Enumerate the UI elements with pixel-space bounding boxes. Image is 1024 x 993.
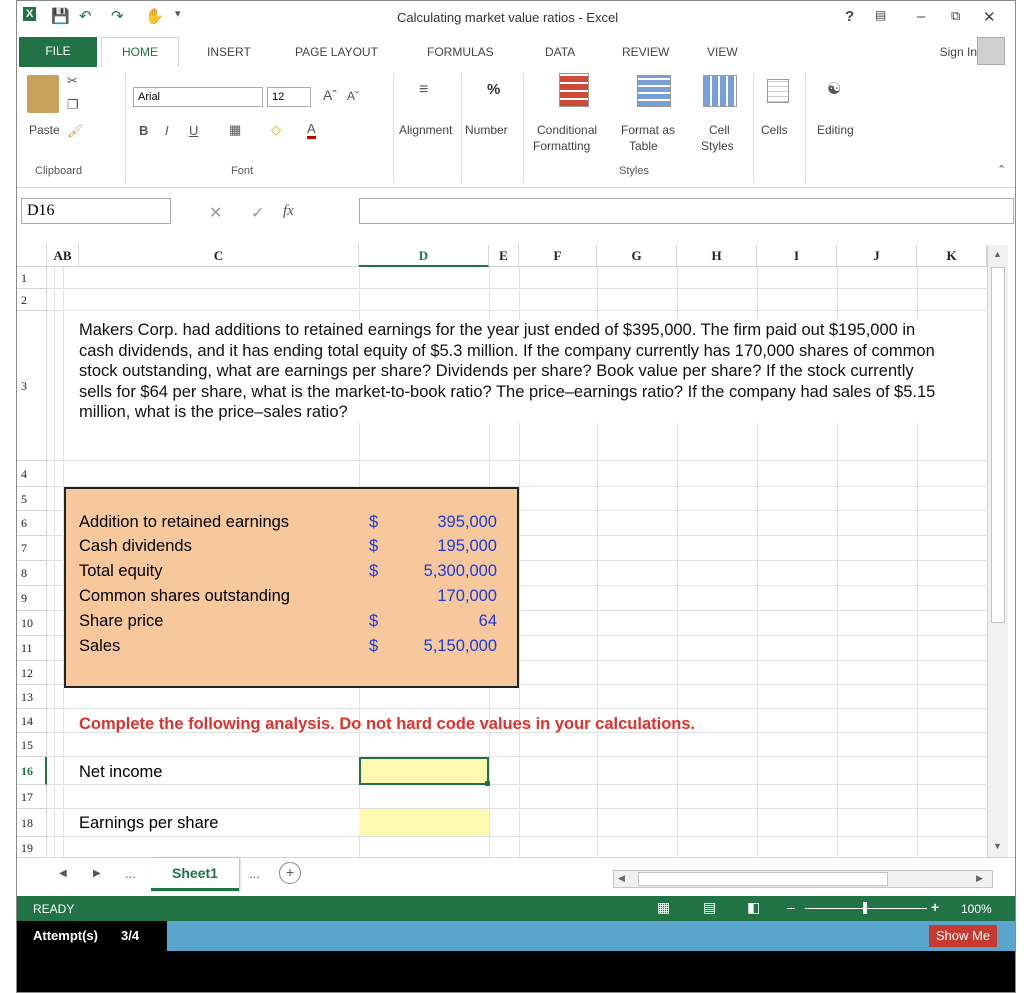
data-currency: $	[369, 612, 379, 630]
row-header[interactable]: 4	[17, 461, 47, 487]
group-styles-label: Styles	[619, 165, 649, 177]
cancel-entry-icon[interactable]: ✕	[209, 205, 223, 222]
underline-button[interactable]: U	[189, 123, 199, 138]
attempt-bar	[17, 921, 1016, 951]
cell-styles-label-2[interactable]: Styles	[701, 139, 734, 153]
column-header-h[interactable]: H	[677, 245, 757, 267]
data-value: 5,150,000	[423, 637, 497, 655]
attempt-count: 3/4	[121, 928, 140, 943]
row-header[interactable]: 1	[17, 267, 47, 289]
group-font-label: Font	[231, 165, 254, 177]
ribbon-tabs	[17, 35, 1016, 68]
scroll-left-icon[interactable]: ◀	[618, 873, 625, 883]
select-all-corner[interactable]	[17, 245, 47, 267]
excel-window	[16, 0, 1016, 993]
font-size-box[interactable]: 12	[267, 87, 311, 107]
formula-input[interactable]	[359, 198, 1014, 224]
conditional-formatting-label-2[interactable]: Formatting	[533, 139, 591, 153]
data-currency: $	[369, 513, 379, 531]
sheet-tab-bar	[17, 857, 1016, 896]
new-sheet-button[interactable]: +	[279, 862, 301, 884]
horizontal-scrollbar[interactable]	[613, 870, 993, 888]
cells-button[interactable]: Cells	[761, 123, 788, 137]
row-header[interactable]: 10	[17, 611, 47, 636]
horizontal-scroll-thumb[interactable]	[638, 872, 888, 886]
instruction-text: Complete the following analysis. Do not hard code values in your calculations.	[79, 715, 696, 733]
number-button[interactable]: Number	[465, 123, 508, 137]
cell-styles-icon[interactable]	[703, 75, 737, 107]
worksheet-grid	[17, 245, 987, 857]
increase-font-icon[interactable]: Aˆ	[323, 87, 337, 103]
alignment-icon[interactable]: ≡	[419, 81, 429, 98]
editing-button[interactable]: Editing	[817, 123, 854, 137]
tab-review[interactable]: REVIEW	[622, 45, 670, 59]
decrease-font-icon[interactable]: Aˇ	[347, 89, 359, 103]
data-label: Total equity	[79, 562, 163, 580]
net-income-label: Net income	[79, 763, 163, 781]
data-value: 395,000	[437, 513, 497, 531]
zoom-level[interactable]: 100%	[961, 902, 992, 916]
data-value: 195,000	[437, 537, 497, 555]
column-header-ab[interactable]: AB	[47, 245, 79, 267]
row-header[interactable]: 19	[17, 837, 47, 857]
insert-function-icon[interactable]: fx	[283, 203, 294, 219]
ready-status: READY	[33, 902, 75, 916]
sign-in-link[interactable]: Sign In	[939, 45, 977, 59]
touch-mode-icon[interactable]: ✋	[145, 8, 164, 25]
column-header-c[interactable]: C	[79, 245, 359, 267]
vertical-scrollbar[interactable]	[987, 245, 1008, 857]
close-icon[interactable]: ✕	[983, 9, 996, 26]
fill-handle[interactable]	[485, 781, 490, 786]
sheet-ellipsis-right[interactable]: ...	[249, 866, 260, 881]
net-income-input-cell[interactable]	[359, 757, 489, 785]
undo-icon[interactable]: ↶	[79, 8, 92, 25]
eps-label: Earnings per share	[79, 814, 219, 832]
row-header[interactable]: 5	[17, 487, 47, 511]
sheet-tab-sheet1[interactable]: Sheet1	[151, 858, 239, 891]
window-title: Calculating market value ratios - Excel	[397, 10, 619, 25]
scroll-right-icon[interactable]: ▶	[976, 873, 983, 883]
attempt-label: Attempt(s)	[33, 928, 98, 943]
bottom-bar	[17, 951, 1016, 993]
row-header[interactable]: 11	[17, 636, 47, 661]
prev-sheet-icon[interactable]: ◀	[59, 868, 67, 879]
scroll-down-icon[interactable]: ▼	[993, 841, 1002, 851]
conditional-formatting-icon[interactable]	[559, 73, 589, 107]
title-bar	[17, 1, 1016, 35]
format-as-table-icon[interactable]	[637, 75, 671, 107]
tab-formulas[interactable]: FORMULAS	[427, 45, 494, 59]
page-layout-view-icon[interactable]: ▤	[703, 899, 717, 915]
excel-logo-icon: X	[23, 7, 36, 21]
redo-icon[interactable]: ↷	[111, 8, 124, 25]
zoom-out-icon[interactable]: –	[787, 899, 795, 915]
column-header-e[interactable]: E	[489, 245, 519, 267]
data-label: Sales	[79, 637, 121, 655]
conditional-formatting-label-1[interactable]: Conditional	[537, 123, 598, 137]
avatar[interactable]	[977, 37, 1005, 65]
tab-view[interactable]: VIEW	[707, 45, 738, 59]
row-header[interactable]: 15	[17, 733, 47, 757]
data-value: 5,300,000	[423, 562, 497, 580]
collapse-ribbon-icon[interactable]: ⌃	[997, 164, 1007, 176]
row-header[interactable]: 2	[17, 289, 47, 311]
column-header-f[interactable]: F	[519, 245, 597, 267]
restore-icon[interactable]: ⧉	[951, 8, 961, 23]
data-currency: $	[369, 562, 379, 580]
find-binoculars-icon[interactable]: ☯	[827, 81, 842, 98]
row-header[interactable]: 8	[17, 561, 47, 586]
zoom-slider-thumb[interactable]	[863, 902, 867, 914]
paste-icon[interactable]	[27, 75, 59, 113]
row-header[interactable]: 13	[17, 685, 47, 709]
row-header[interactable]: 9	[17, 586, 47, 611]
italic-button[interactable]: I	[165, 123, 169, 138]
format-as-table-label-1[interactable]: Format as	[621, 123, 676, 137]
sheet-ellipsis-left[interactable]: ...	[125, 866, 136, 881]
zoom-in-icon[interactable]: +	[931, 899, 940, 915]
format-painter-icon[interactable]: 🖌	[67, 123, 84, 138]
data-value: 170,000	[437, 587, 497, 605]
row-header[interactable]: 12	[17, 661, 47, 685]
cells-icon[interactable]	[767, 79, 789, 103]
row-header[interactable]: 6	[17, 511, 47, 536]
paste-button[interactable]: Paste	[29, 123, 60, 137]
data-label: Addition to retained earnings	[79, 513, 290, 531]
row-header[interactable]: 3	[17, 311, 47, 461]
tab-insert[interactable]: INSERT	[207, 45, 251, 59]
copy-icon[interactable]: ❐	[67, 97, 79, 112]
data-label: Common shares outstanding	[79, 587, 290, 605]
help-button[interactable]: ?	[845, 8, 855, 25]
row-header[interactable]: 7	[17, 536, 47, 561]
percent-icon[interactable]: %	[487, 81, 501, 98]
tab-home[interactable]: HOME	[101, 37, 179, 68]
tab-file[interactable]: FILE	[19, 37, 97, 67]
vertical-scroll-thumb[interactable]	[991, 267, 1005, 623]
status-bar	[17, 896, 1016, 921]
normal-view-icon[interactable]: ▦	[657, 899, 671, 915]
row-header[interactable]: 17	[17, 785, 47, 809]
customize-qat-icon[interactable]: ▾	[175, 8, 181, 20]
next-sheet-icon[interactable]: ▶	[93, 868, 101, 879]
bold-button[interactable]: B	[139, 123, 149, 138]
name-box[interactable]: D16	[21, 198, 171, 224]
formula-bar	[17, 189, 1016, 233]
tab-page-layout[interactable]: PAGE LAYOUT	[295, 45, 378, 59]
ribbon	[17, 67, 1016, 188]
ribbon-display-icon[interactable]: ▤	[875, 8, 887, 22]
column-header-i[interactable]: I	[757, 245, 837, 267]
data-value: 64	[478, 612, 497, 630]
column-header-d[interactable]: D	[359, 245, 489, 267]
cell-styles-label-1[interactable]: Cell	[709, 123, 730, 137]
scroll-up-icon[interactable]: ▲	[993, 249, 1002, 259]
fill-color-icon[interactable]: ◇	[271, 122, 281, 137]
row-header[interactable]: 18	[17, 809, 47, 837]
page-break-view-icon[interactable]: ◧	[747, 899, 761, 915]
eps-input-cell[interactable]	[359, 809, 489, 836]
column-header-j[interactable]: J	[837, 245, 917, 267]
borders-icon[interactable]: ▦	[229, 122, 242, 137]
font-color-icon[interactable]: A	[307, 121, 316, 139]
format-as-table-label-2[interactable]: Table	[629, 139, 658, 153]
data-currency: $	[369, 637, 379, 655]
alignment-button[interactable]: Alignment	[399, 123, 453, 137]
data-label: Share price	[79, 612, 164, 630]
row-header[interactable]: 16	[17, 757, 47, 785]
cut-icon[interactable]: ✂	[67, 73, 78, 88]
attempt-label-box	[17, 921, 167, 951]
column-header-k[interactable]: K	[917, 245, 987, 267]
data-currency: $	[369, 537, 379, 555]
font-name-box[interactable]: Arial	[133, 87, 263, 107]
tab-data[interactable]: DATA	[545, 45, 576, 59]
column-header-g[interactable]: G	[597, 245, 677, 267]
minimize-icon[interactable]: –	[917, 8, 926, 25]
row-header[interactable]: 14	[17, 709, 47, 733]
group-clipboard-label: Clipboard	[35, 165, 83, 177]
show-me-button[interactable]: Show Me	[929, 925, 997, 947]
question-text: Makers Corp. had additions to retained earnings for the year just ended of $395,000. The firm paid out $195,000 in cash dividends, and it has ending total equity of $5.3 million. If the company currently has 170,000 shares of common stock outstanding, what are earnings per share? Dividends per share? Book value per share? If the stock currently sells for $64 per share, what is the market-to-book ratio? The price–earnings ratio? If the company had sales of $5.15 million, what is the price–sales ratio?	[79, 320, 949, 423]
data-label: Cash dividends	[79, 537, 192, 555]
save-icon[interactable]: 💾	[51, 8, 70, 25]
confirm-entry-icon[interactable]: ✓	[251, 205, 265, 222]
